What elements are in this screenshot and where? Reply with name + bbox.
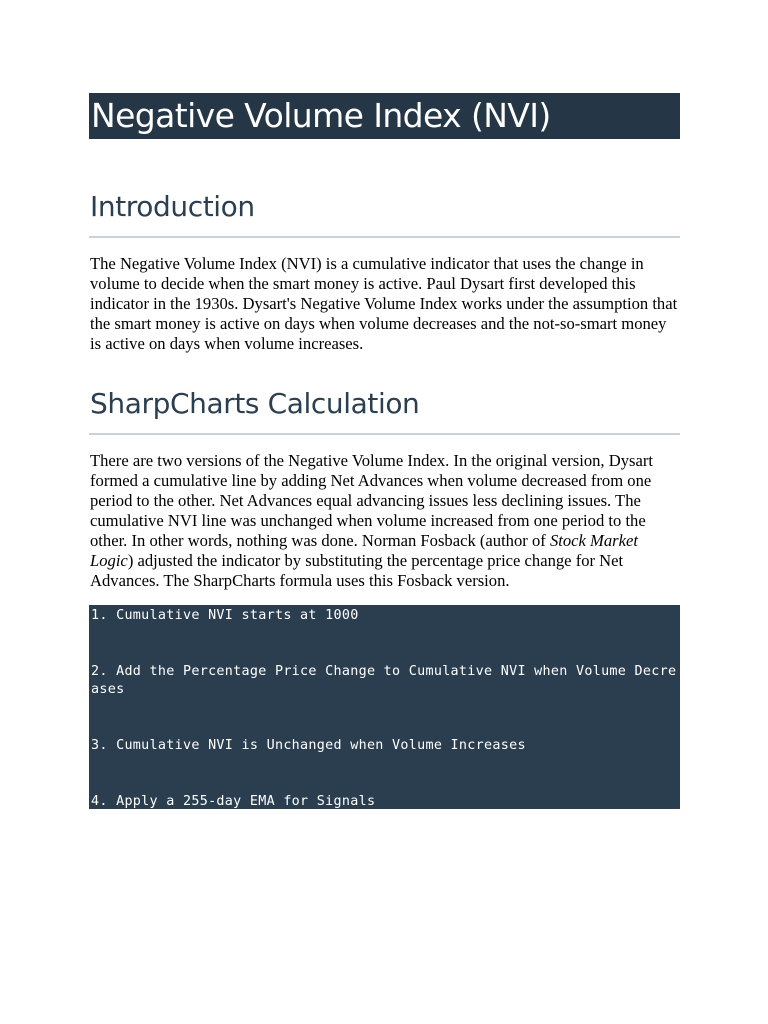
introduction-heading: Introduction <box>90 190 255 223</box>
document-page <box>89 93 680 809</box>
code-step-1: 1. Cumulative NVI starts at 1000 <box>91 608 359 623</box>
title-banner <box>89 93 680 139</box>
calculation-paragraph <box>89 451 680 591</box>
page-title: Negative Volume Index (NVI) <box>91 96 551 135</box>
code-spacer <box>91 625 680 663</box>
introduction-divider <box>89 236 680 238</box>
code-step-2: 2. Add the Percentage Price Change to Cumulative NVI when Volume Decreases <box>91 664 677 697</box>
introduction-paragraph: The Negative Volume Index (NVI) is a cumulative indicator that uses the change in volume to decide when the smart money is active. Paul Dysart first developed this indicator in the 1930s. Dysart's Negative Volume Index works under the assumption that the smart money is active on days when volume decreases and the not-so-smart money is active on days when volume increases. <box>90 254 678 353</box>
book-title: Stock Market Logic <box>90 531 638 570</box>
code-spacer <box>91 755 680 793</box>
code-step-4: 4. Apply a 255-day EMA for Signals <box>91 794 376 809</box>
calculation-divider <box>89 433 680 435</box>
code-step-3: 3. Cumulative NVI is Unchanged when Volume Increases <box>91 738 526 753</box>
formula-code-block <box>89 605 680 809</box>
code-spacer <box>91 699 680 737</box>
calculation-text-start: There are two versions of the Negative Volume Index. In the original version, Dysart formed a cumulative line by adding Net Advances when volume decreased from one period to the other. Net Advances equal advancing issues less declining issues. The cumulative NVI line was unchanged when volume increased from one period to the other. In other words, nothing was done. Norman Fosback (author of <box>90 451 653 550</box>
calculation-heading: SharpCharts Calculation <box>90 387 420 420</box>
calculation-text-end: ) adjusted the indicator by substituting the percentage price change for Net Advances. The SharpCharts formula uses this Fosback version. <box>90 551 624 590</box>
